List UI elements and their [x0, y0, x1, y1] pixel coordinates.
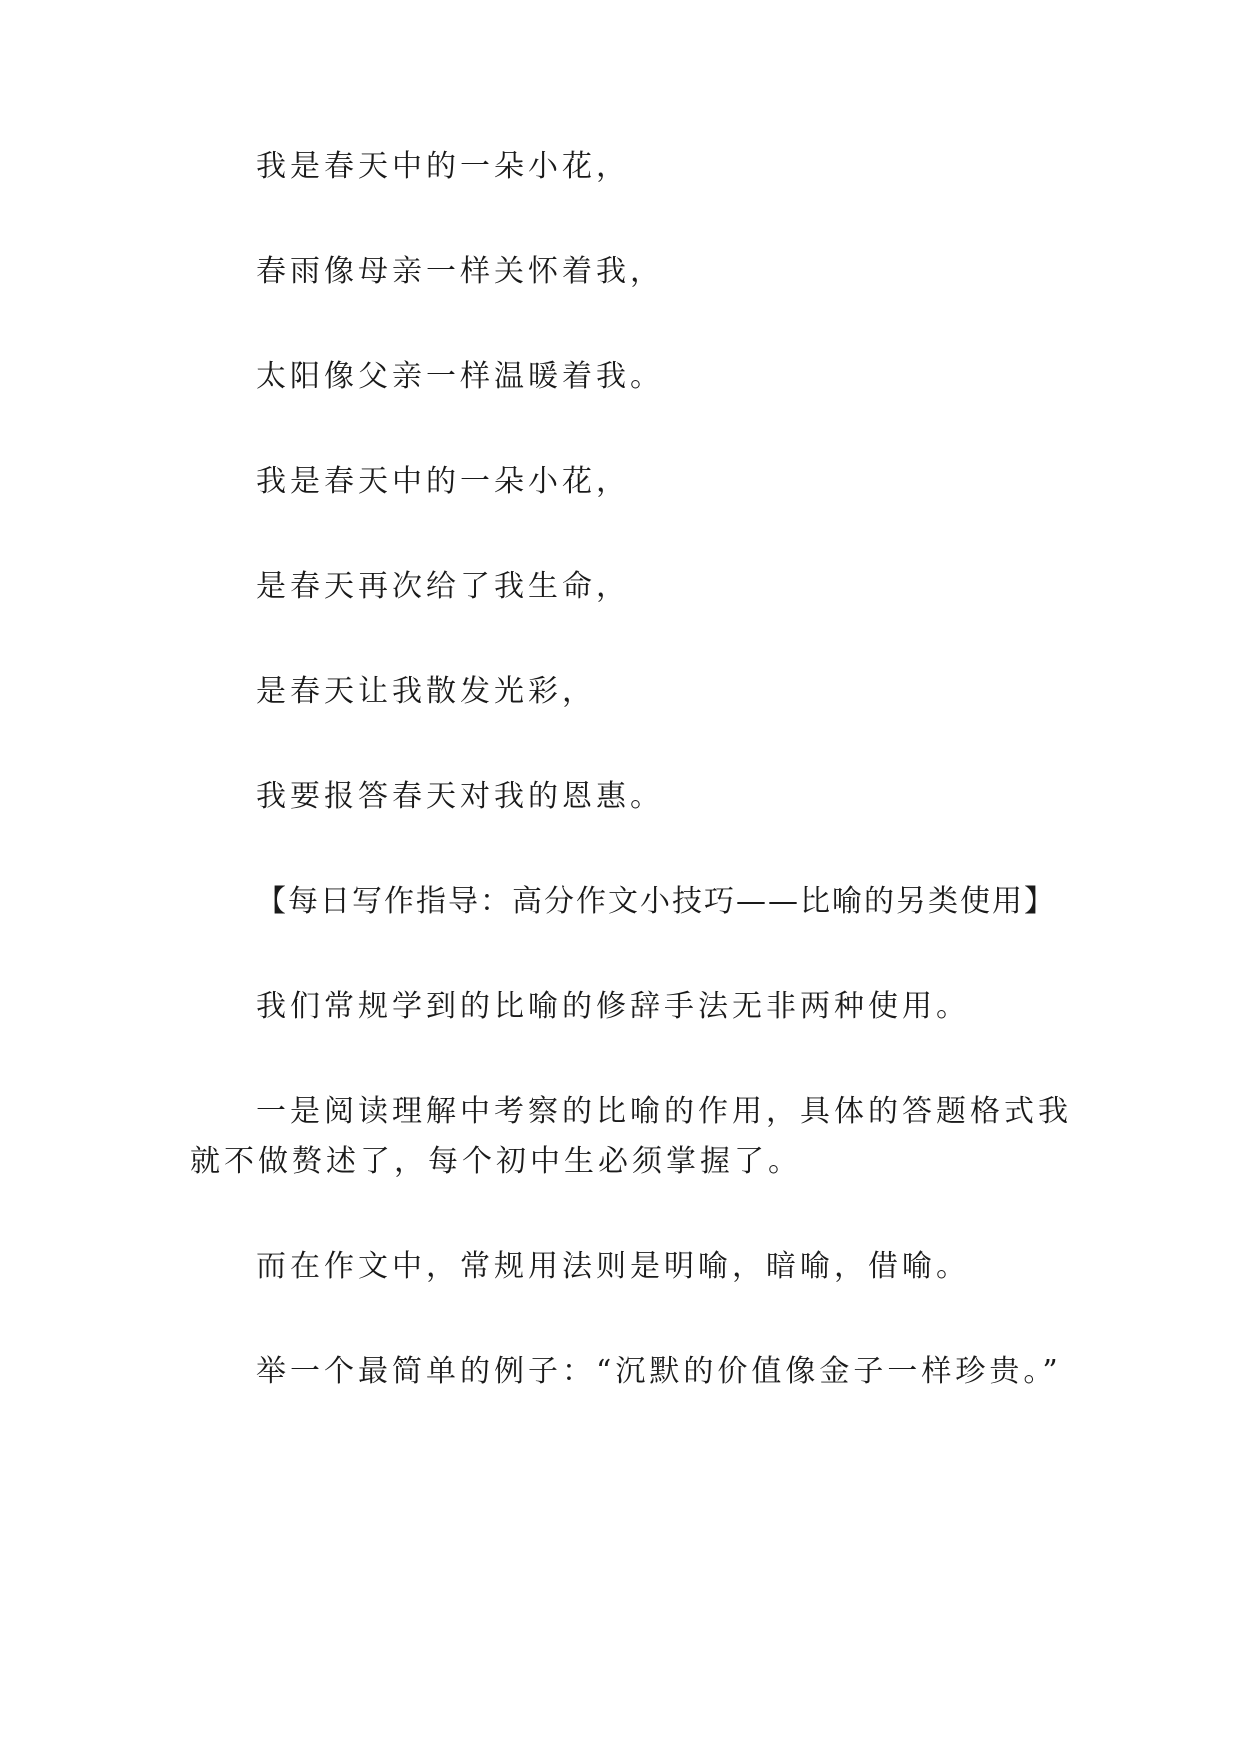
poem-line: 我要报答春天对我的恩惠。	[256, 779, 664, 814]
poem-line: 太阳像父亲一样温暖着我。	[256, 359, 664, 394]
paragraph: 我们常规学到的比喻的修辞手法无非两种使用。	[256, 989, 970, 1024]
paragraph: 而在作文中，常规用法则是明喻，暗喻，借喻。	[256, 1249, 970, 1284]
paragraph: 举一个最简单的例子：“沉默的价值像金子一样珍贵。”	[256, 1354, 1062, 1389]
paragraph-line: 就不做赘述了，每个初中生必须掌握了。	[190, 1144, 802, 1179]
section-heading: 【每日写作指导：高分作文小技巧——比喻的另类使用】	[256, 884, 1056, 919]
poem-line: 是春天让我散发光彩，	[256, 674, 596, 709]
paragraph-line: 一是阅读理解中考察的比喻的作用，具体的答题格式我	[256, 1094, 1072, 1129]
poem-line: 我是春天中的一朵小花，	[256, 149, 630, 184]
poem-line: 是春天再次给了我生命，	[256, 569, 630, 604]
poem-line: 春雨像母亲一样关怀着我，	[256, 254, 664, 289]
poem-line: 我是春天中的一朵小花，	[256, 464, 630, 499]
